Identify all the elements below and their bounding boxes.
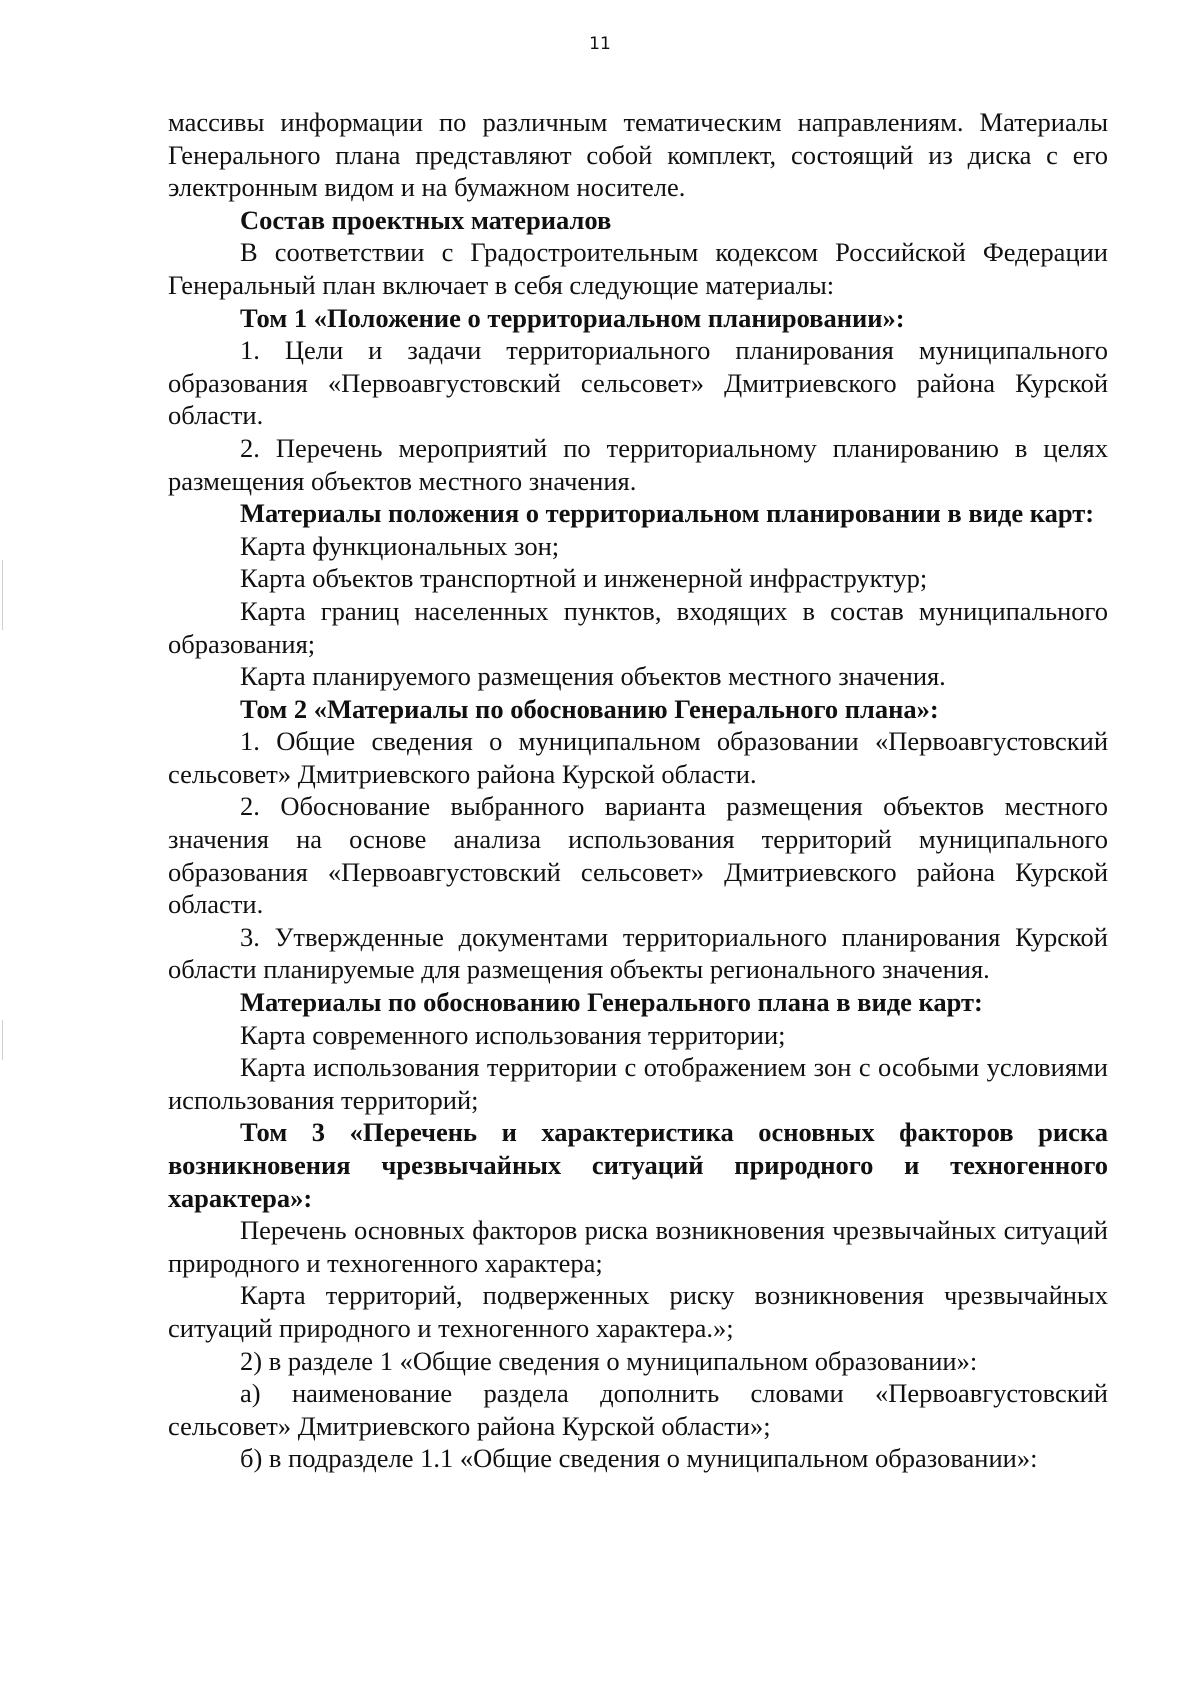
paragraph: б) в подразделе 1.1 «Общие сведения о муниципальном образовании»: <box>240 1443 1038 1474</box>
document-body <box>168 106 1108 1475</box>
section-heading: Том 2 «Материалы по обоснованию Генерального плана»: <box>240 693 939 724</box>
section-heading: Состав проектных материалов <box>240 204 612 235</box>
section-heading: Материалы по обоснованию Генерального плана в виде карт: <box>240 987 983 1018</box>
list-item: Карта использования территории с отображением зон с особыми условиями использования территорий; <box>168 1052 1108 1115</box>
list-item: 2. Перечень мероприятий по территориальному планированию в целях размещения объектов местного значения. <box>168 432 1108 496</box>
paragraph: массивы информации по различным тематическим направлениям. Материалы Генерального плана представляют собой комплект, состоящий из диска с его электронным видом и на бумажном носителе. <box>168 107 1108 203</box>
section-heading: Материалы положения о территориальном планировании в виде карт: <box>240 498 1095 529</box>
scan-edge-mark <box>2 560 3 630</box>
list-item: 1. Цели и задачи территориального планирования муниципального образования «Первоавгустовский сельсовет» Дмитриевского района Курской области. <box>168 335 1108 431</box>
list-item: Карта территорий, подверженных риску возникновения чрезвычайных ситуаций природного и техногенного характера.»; <box>168 1280 1108 1343</box>
section-heading: Том 1 «Положение о территориальном планировании»: <box>240 302 905 333</box>
paragraph: 2) в разделе 1 «Общие сведения о муниципальном образовании»: <box>240 1345 978 1376</box>
section-heading: Том 3 «Перечень и характеристика основных факторов риска возникновения чрезвычайных ситуаций природного и техногенного характера»: <box>168 1117 1108 1213</box>
list-item: Перечень основных факторов риска возникновения чрезвычайных ситуаций природного и техногенного характера; <box>168 1215 1108 1278</box>
list-item: 2. Обоснование выбранного варианта размещения объектов местного значения на основе анализа использования территорий муниципального образования «Первоавгустовский сельсовет» Дмитриевского района Курской области. <box>168 791 1108 920</box>
paragraph: а) наименование раздела дополнить словами «Первоавгустовский сельсовет» Дмитриевского района Курской области»; <box>168 1378 1108 1441</box>
list-item: Карта современного использования территории; <box>240 1019 786 1050</box>
list-item: Карта планируемого размещения объектов местного значения. <box>240 661 946 692</box>
paragraph: В соответствии с Градостроительным кодексом Российской Федерации Генеральный план включает в себя следующие материалы: <box>168 237 1108 300</box>
list-item: 3. Утвержденные документами территориального планирования Курской области планируемые для размещения объекты регионального значения. <box>168 921 1108 985</box>
scan-edge-mark <box>2 1020 3 1060</box>
list-item: Карта объектов транспортной и инженерной инфраструктур; <box>240 563 928 594</box>
page-number: 11 <box>589 34 611 54</box>
list-item: 1. Общие сведения о муниципальном образовании «Первоавгустовский сельсовет» Дмитриевского района Курской области. <box>168 726 1108 789</box>
list-item: Карта границ населенных пунктов, входящих в состав муниципального образования; <box>168 595 1108 659</box>
list-item: Карта функциональных зон; <box>240 530 560 561</box>
